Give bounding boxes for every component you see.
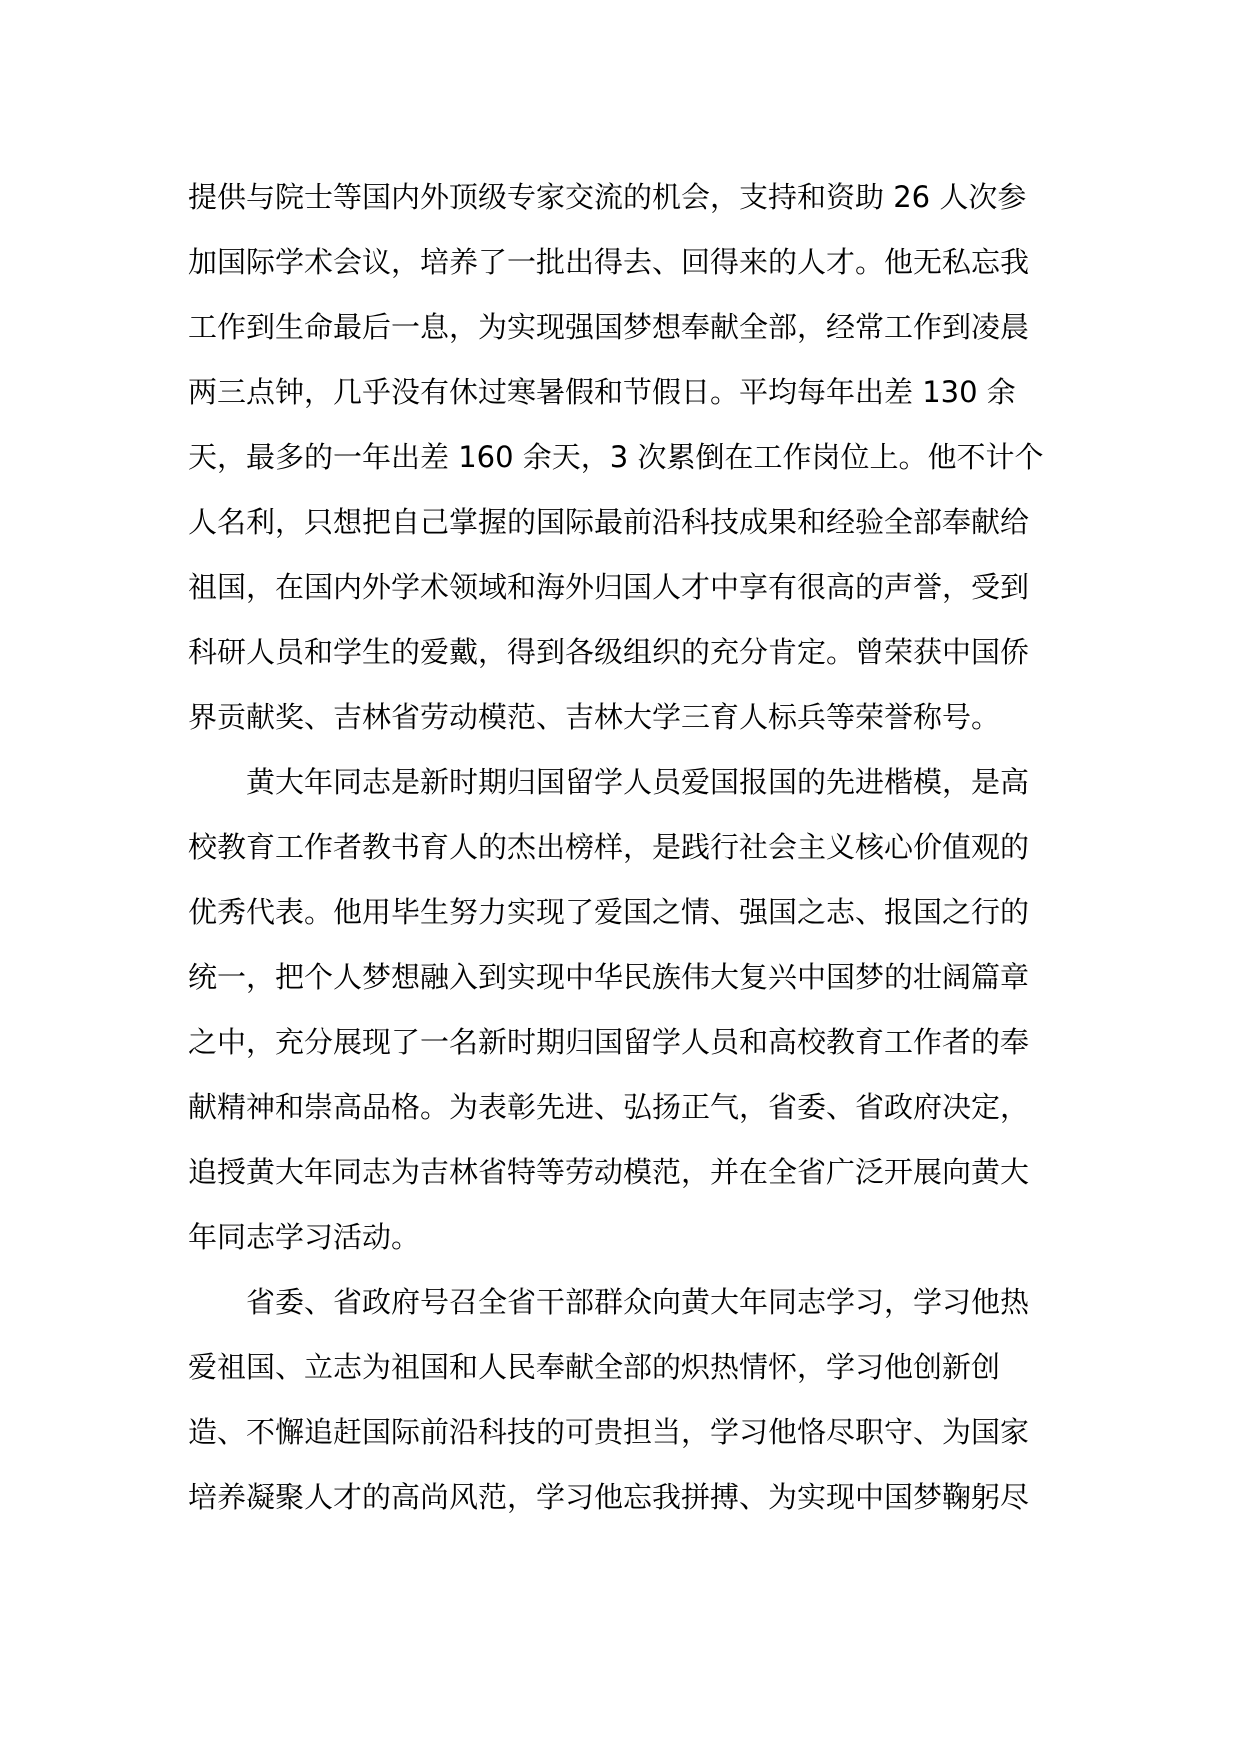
- text-line: 统一，把个人梦想融入到实现中华民族伟大复兴中国梦的壮阔篇章: [188, 960, 1030, 994]
- body-text: [188, 165, 1048, 1530]
- text-line: 献精神和崇高品格。为表彰先进、弘扬正气，省委、省政府决定，: [188, 1090, 1030, 1124]
- text-line: 黄大年同志是新时期归国留学人员爱国报国的先进楷模，是高: [246, 765, 1030, 799]
- paragraph-1: [188, 165, 1048, 750]
- text-line: 人名利，只想把自己掌握的国际最前沿科技成果和经验全部奉献给: [188, 505, 1030, 539]
- paragraph-2: [188, 750, 1048, 1270]
- text-line: 两三点钟，几乎没有休过寒暑假和节假日。平均每年出差 130 余: [188, 375, 1016, 409]
- text-line: 优秀代表。他用毕生努力实现了爱国之情、强国之志、报国之行的: [188, 895, 1030, 929]
- text-line: 追授黄大年同志为吉林省特等劳动模范，并在全省广泛开展向黄大: [188, 1155, 1030, 1189]
- text-line: 校教育工作者教书育人的杰出榜样，是践行社会主义核心价值观的: [188, 830, 1030, 864]
- paragraph-3: [188, 1270, 1048, 1530]
- text-line: 加国际学术会议，培养了一批出得去、回得来的人才。他无私忘我: [188, 245, 1030, 279]
- text-line: 工作到生命最后一息，为实现强国梦想奉献全部，经常工作到凌晨: [188, 310, 1030, 344]
- text-line: 爱祖国、立志为祖国和人民奉献全部的炽热情怀，学习他创新创: [188, 1350, 1001, 1384]
- text-line: 祖国，在国内外学术领域和海外归国人才中享有很高的声誉，受到: [188, 570, 1030, 604]
- text-line: 省委、省政府号召全省干部群众向黄大年同志学习，学习他热: [246, 1285, 1030, 1319]
- text-line: 年同志学习活动。: [188, 1220, 421, 1254]
- text-line: 科研人员和学生的爱戴，得到各级组织的充分肯定。曾荣获中国侨: [188, 635, 1030, 669]
- text-line: 培养凝聚人才的高尚风范，学习他忘我拼搏、为实现中国梦鞠躬尽: [188, 1480, 1030, 1514]
- text-line: 提供与院士等国内外顶级专家交流的机会，支持和资助 26 人次参: [188, 180, 1027, 214]
- text-line: 造、不懈追赶国际前沿科技的可贵担当，学习他恪尽职守、为国家: [188, 1415, 1030, 1449]
- text-line: 之中，充分展现了一名新时期归国留学人员和高校教育工作者的奉: [188, 1025, 1030, 1059]
- text-line: 天，最多的一年出差 160 余天，3 次累倒在工作岗位上。他不计个: [188, 440, 1044, 474]
- text-line: 界贡献奖、吉林省劳动模范、吉林大学三育人标兵等荣誉称号。: [188, 700, 1001, 734]
